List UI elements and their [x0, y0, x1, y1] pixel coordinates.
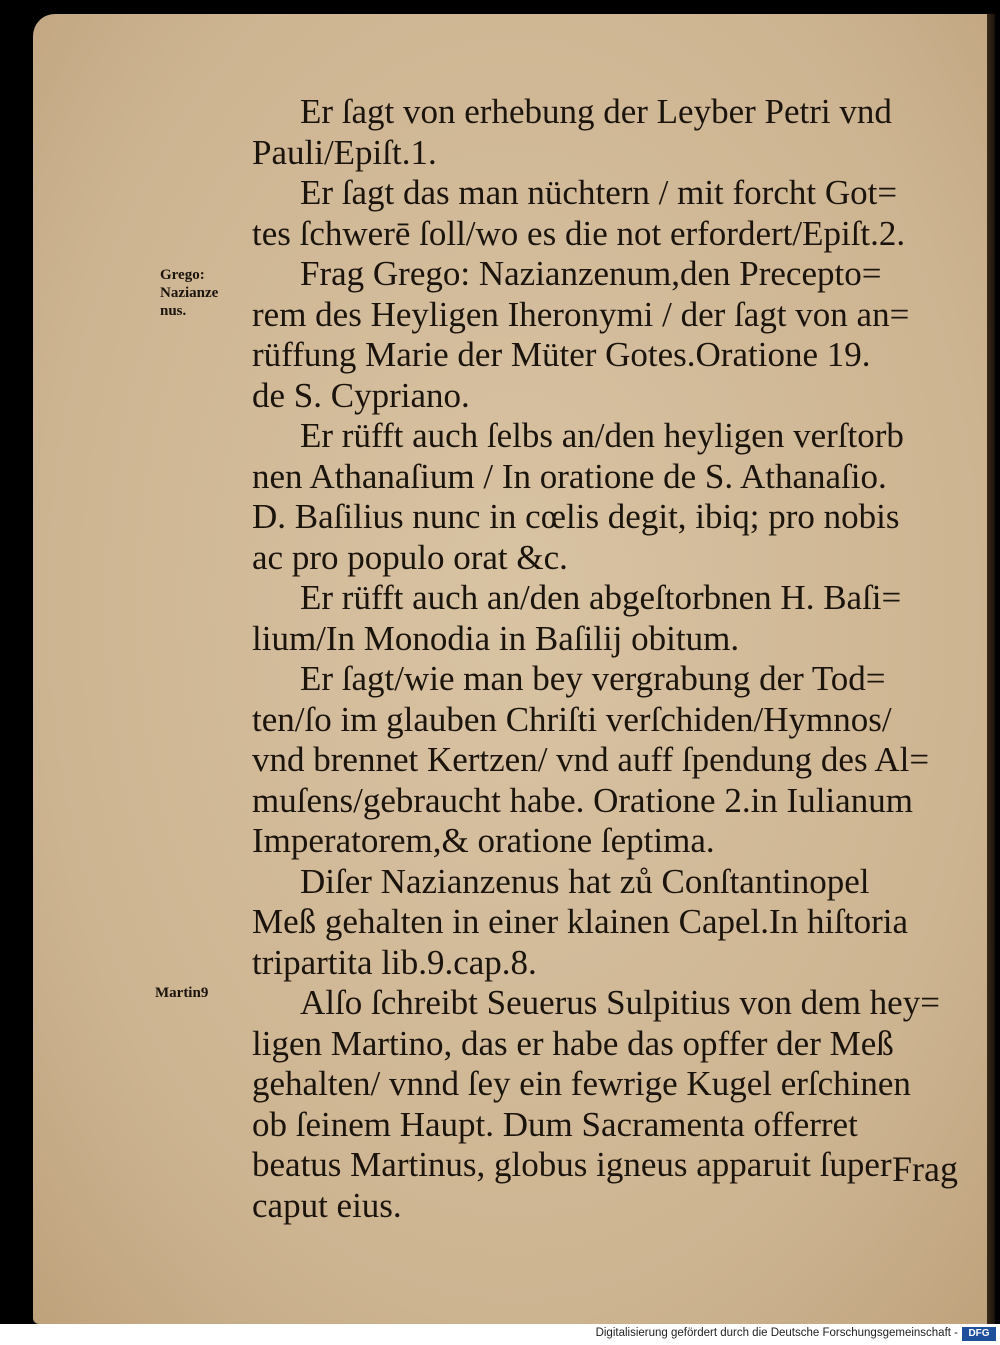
dfg-logo: DFG — [962, 1327, 996, 1341]
text-line: Er ſagt von erhebung der Leyber Petri vnd — [300, 92, 892, 131]
text-line: Meß gehalten in einer klainen Capel.In hiſtoria — [252, 902, 909, 941]
margin-note-line: nus. — [160, 303, 187, 319]
margin-note-martinus: Martin9 — [155, 985, 209, 1001]
text-line: caput eius. — [252, 1185, 402, 1225]
text-line: Er rüfft auch ſelbs an/den heyligen verſtorb — [300, 416, 904, 455]
text-line: Imperatorem,& oratione ſeptima. — [252, 821, 715, 860]
text-line: D. Baſilius nunc in cœlis degit, ibiq; pro nobis — [252, 497, 900, 536]
text-line: Alſo ſchreibt Seuerus Sulpitius von dem hey= — [300, 983, 940, 1022]
text-line: gehalten/ vnnd ſey ein fewrige Kugel erſchinen — [252, 1064, 911, 1103]
footer-credit: Digitalisierung gefördert durch die Deutsche Forschungsgemeinschaft - — [595, 1327, 958, 1339]
text-line: beatus Martinus, globus igneus apparuit ſuper — [252, 1145, 892, 1184]
text-line: lium/In Monodia in Baſilij obitum. — [252, 618, 740, 658]
catchword: Frag — [892, 1149, 958, 1189]
text-line: Er ſagt das man nüchtern / mit forcht Got= — [300, 173, 898, 212]
text-line: ac pro populo orat &c. — [252, 537, 568, 577]
text-line: Er ſagt/wie man bey vergrabung der Tod= — [300, 659, 886, 698]
text-line: nen Athanaſium / In oratione de S. Athanaſio. — [252, 456, 887, 496]
text-line: ten/ſo im glauben Chriſti verſchiden/Hymnos/ — [252, 699, 892, 739]
text-line: Diſer Nazianzenus hat zů Conſtantinopel — [300, 861, 870, 901]
margin-note-grego — [160, 266, 218, 320]
page-spine-edge — [987, 14, 995, 1324]
margin-note-line: Grego: — [160, 267, 205, 283]
text-line: tes ſchwerē ſoll/wo es die not erfordert/Epiſt.2. — [252, 213, 906, 253]
body-text — [252, 92, 972, 1226]
text-line: Frag Grego: Nazianzenum,den Precepto= — [300, 254, 882, 293]
margin-note-line: Nazianze — [160, 285, 219, 301]
text-line: Er rüfft auch an/den abgeſtorbnen H. Baſi= — [300, 578, 902, 617]
text-line: rem des Heyligen Iheronymi / der ſagt von an= — [252, 294, 910, 334]
text-line: ligen Martino, das er habe das opffer der Meß — [252, 1023, 894, 1063]
text-line: ob ſeinem Haupt. Dum Sacramenta offerret — [252, 1104, 858, 1144]
footer-bar — [0, 1324, 1000, 1345]
text-line: muſens/gebraucht habe. Oratione 2.in Iulianum — [252, 780, 913, 820]
text-line: de S. Cypriano. — [252, 375, 470, 415]
text-line: vnd brennet Kertzen/ vnd auff ſpendung des Al= — [252, 740, 930, 779]
text-line: Pauli/Epiſt.1. — [252, 132, 437, 172]
text-line: rüffung Marie der Müter Gotes.Oratione 19. — [252, 335, 871, 374]
text-line: tripartita lib.9.cap.8. — [252, 942, 537, 982]
